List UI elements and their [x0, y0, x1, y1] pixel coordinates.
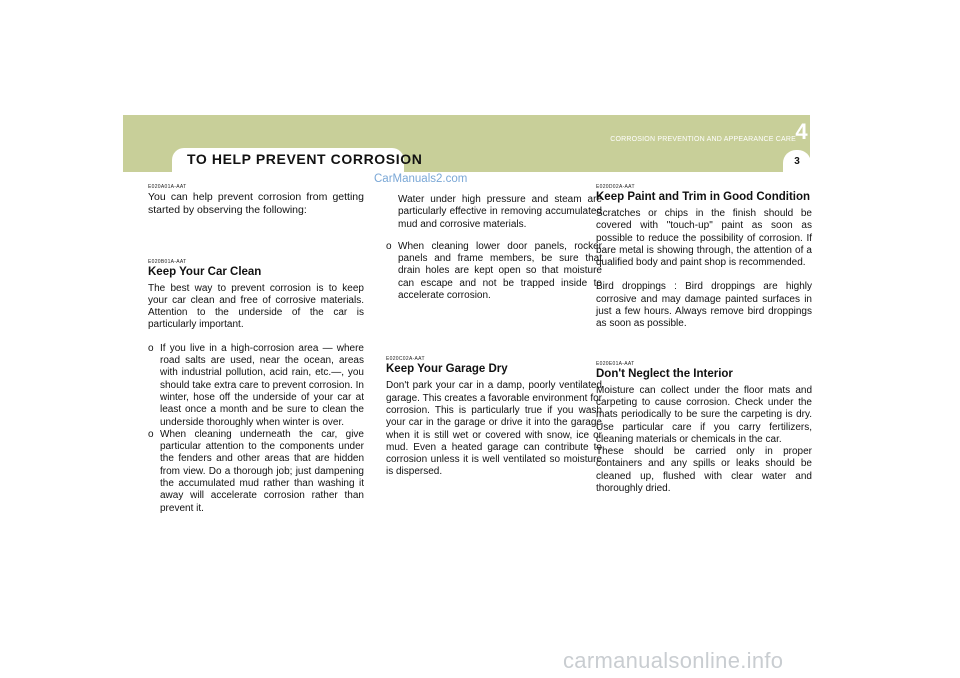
watermark-link-top[interactable]: CarManuals2.com — [374, 173, 468, 185]
heading-paint-trim: Keep Paint and Trim in Good Condition — [596, 191, 811, 203]
bullet-text: When cleaning lower door panels, rocker panels and frame members, be sure that drain holes are kept open so that moisture can escape and not be trapped inside to accelerate corrosion. — [398, 240, 602, 302]
heading-keep-car-clean: Keep Your Car Clean — [148, 265, 262, 278]
section-title: TO HELP PREVENT CORROSION — [187, 151, 423, 167]
bullet-text: When cleaning underneath the car, give particular attention to the components under the fenders and other areas that are hidden from view. Do a thorough job; just dampening the accumulated mud rather than washing it away will accelerate corrosion rather than prevent it. — [160, 428, 364, 514]
section-code: E020B01A-AAT — [148, 258, 187, 265]
intro-paragraph: You can help prevent corrosion from getting started by observing the following: — [148, 191, 364, 216]
bullet-mark: o — [148, 342, 154, 354]
paragraph: Don't park your car in a damp, poorly ventilated garage. This creates a favorable environment for corrosion. This is particularly true if you wash your car in the garage or drive it into the garage when it is still wet or covered with snow, ice or mud. Even a heated garage can contribute to corrosion unless it is well ventilated so moisture is dispersed. — [386, 380, 602, 478]
section-code: E020A01A-AAT — [148, 184, 187, 190]
bullet-item — [148, 429, 364, 515]
watermark-link-bottom[interactable]: carmanualsonline.info — [563, 648, 784, 673]
section-code: E020E01A-AAT — [596, 360, 635, 367]
paragraph: Bird droppings : Bird droppings are highly corrosive and may damage painted surfaces in just a few hours. Always remove bird droppings as soon as possible. — [596, 281, 812, 330]
bullet-item — [386, 241, 602, 302]
paragraph: These should be carried only in proper containers and any spills or leaks should be cleaned up, flushed with clear water and thoroughly dried. — [596, 446, 812, 495]
chapter-number: 4 — [795, 119, 808, 144]
chapter-title: CORROSION PREVENTION AND APPEARANCE CARE — [610, 136, 796, 143]
bullet-mark: o — [386, 240, 392, 252]
paragraph: The best way to prevent corrosion is to keep your car clean and free of corrosive materials. Attention to the underside of the car is particularly important. — [148, 282, 364, 331]
heading-interior: Don't Neglect the Interior — [596, 367, 733, 380]
bullet-mark: o — [148, 428, 154, 440]
section-code: E020C02A-AAT — [386, 356, 425, 363]
bullet-text: If you live in a high-corrosion area — where road salts are used, near the ocean, areas with industrial pollution, acid rain, etc.—, you should take extra care to prevent corrosion. In winter, hose off the underside of your car at least once a month and be sure to clean the underside thoroughly when winter is over. — [160, 342, 364, 428]
continued-paragraph: Water under high pressure and steam are particularly effective in removing accumulated mud and corrosive materials. — [398, 194, 602, 230]
paragraph: Moisture can collect under the floor mats and carpeting to cause corrosion. Check under the mats periodically to be sure the carpeting is dry. Use particular care if you carry fertilizers, cleaning materials or chemicals in the car. — [596, 384, 812, 445]
column-right — [596, 184, 812, 495]
heading-keep-garage-dry: Keep Your Garage Dry — [386, 363, 508, 376]
bullet-item — [148, 343, 364, 429]
paragraph: Scratches or chips in the finish should be covered with "touch-up" paint as soon as possible to reduce the possibility of corrosion. If bare metal is showing through, the attention of a qualified body and paint shop is recommended. — [596, 208, 812, 269]
section-code: E020D02A-AAT — [596, 184, 635, 190]
column-middle — [386, 184, 602, 479]
column-left — [148, 184, 364, 515]
page-number: 3 — [794, 156, 800, 167]
